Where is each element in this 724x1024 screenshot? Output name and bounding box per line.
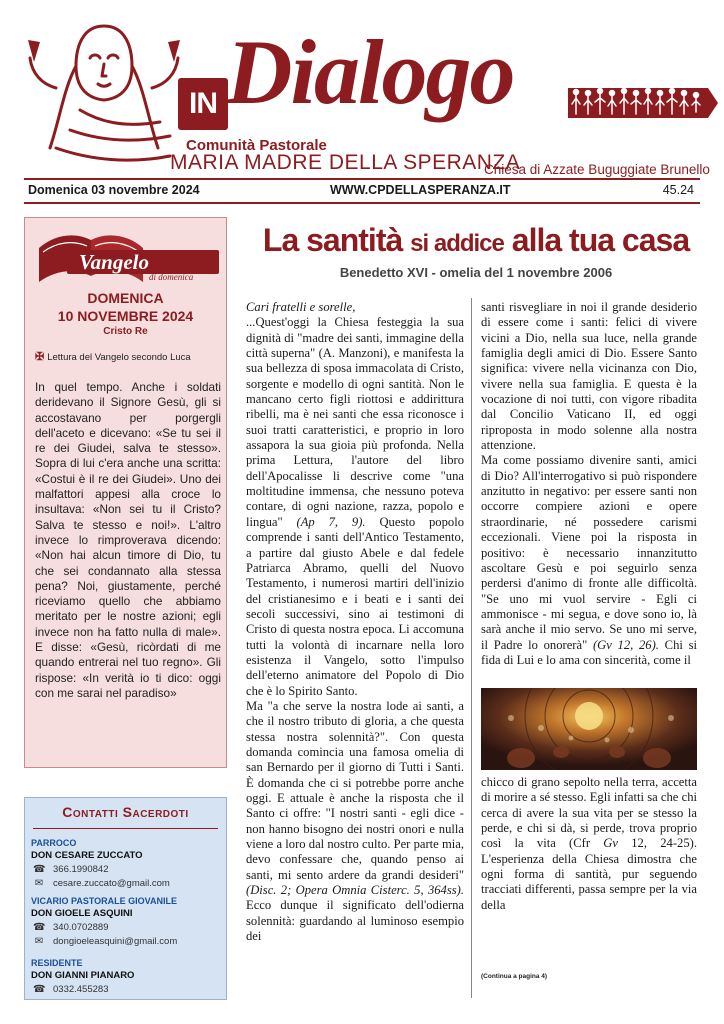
article-column-2-top (481, 300, 697, 668)
banner-subtitle: di domenica (149, 272, 194, 282)
newsletter-brand-title: Dialogo (226, 21, 514, 123)
gospel-reading-label: ✠ Lettura del Vangelo secondo Luca (35, 351, 191, 363)
contacts-title: Contatti Sacerdoti (62, 804, 189, 820)
phone-icon: ☎ (33, 864, 46, 875)
info-bar (24, 178, 700, 204)
contact-role: VICARIO PASTORALE GIOVANILE (31, 896, 178, 906)
vangelo-banner-icon (35, 226, 221, 284)
continue-note: (Continua a pagina 4) (481, 973, 548, 980)
contact-name: DON GIOELE ASQUINI (31, 908, 133, 919)
gospel-date: 10 NOVEMBRE 2024 (57, 308, 194, 324)
website-link[interactable]: WWW.CPDELLASPERANZA.IT (330, 183, 511, 197)
salutation: Cari fratelli e sorelle, (246, 300, 356, 314)
issue-number: 45.24 (662, 183, 694, 197)
contact-role: PARROCO (31, 838, 77, 848)
column-divider (471, 298, 472, 998)
divider (33, 828, 218, 829)
gospel-text: In quel tempo. Anche i soldati deridevano il Signore Gesù, gli si accostavano per porgergli dell'aceto e dicevano: «Se tu sei il re dei Giudei, salva te stesso». Sopra di lui c'era anche una scritta: «Costui è il re dei Giudei». Uno dei malfattori appesi alla croce lo insultava: «Non sei tu il Cristo? Salva te stesso e noi!». L'altro invece lo rimproverava dicendo: «Non hai alcun timore di Dio, tu che sei condannato alla stessa pena? Noi, giustamente, perché riceviamo quello che abbiamo meritato per le nostre azioni; egli invece non ha fatto nulla di male». E disse: «Gesù, ricòrdati di me quando entrerai nel tuo regno». Gli rispose: «In verità io ti dico: oggi con me sarai nel paradiso» (35, 380, 221, 700)
community-name: MARIA MADRE DELLA SPERANZA (170, 151, 521, 174)
title-part: si addice (410, 230, 504, 257)
email-icon: ✉ (34, 878, 44, 889)
article-title (246, 222, 706, 259)
paragraph: santi risvegliare in noi il grande desiderio di essere come i santi: felici di vivere vicini a Dio, nella sua luce, nella grande famiglia degli amici di Dio. Essere Santo significa: vivere nella vicinanza con Dio, vivere nella sua famiglia. E questa è la vocazione di noi tutti, con vigore ribadita dal Concilio Vaticano II, ed oggi riproposta in modo solenne alla nostra attenzione. (481, 300, 697, 453)
contact-phone[interactable]: ☎ 366.1990842 (33, 864, 109, 875)
paragraph: chicco di grano sepolto nella terra, accetta di morire a sé stesso. Egli infatti sa che chi cerca di avere la sua vita per se stesso la perde, e chi si dà, si perde, trova proprio così la vita (Cfr Gv 12, 24-25). L'esperienza della Chiesa dimostra che ogni forma di santità, pur seguendo tracciati differenti, passa sempre per la via della (481, 775, 697, 912)
article-column-1 (246, 300, 464, 944)
contact-phone[interactable]: ☎ 0332.455283 (33, 984, 109, 995)
paragraph: ...Quest'oggi la Chiesa festeggia la sua dignità di "madre dei santi, immagine della città superna" (A. Manzoni), e manifesta la sua bellezza di sposa immacolata di Cristo, sorgente e modello di ogni santità. Non le mancano certo figli riottosi e addirittura ribelli, ma è nei santi che essa riconosce i suoi tratti caratteristici, e proprio in loro assapora la sua gioia più profonda. Nella prima Lettura, l'autore del libro dell'Apocalisse li descrive come "una moltitudine immensa, che nessuno poteva contare, di ogni nazione, razza, popolo e lingua" (Ap 7, 9). Questo popolo comprende i santi dell'Antico Testamento, a partire dal giusto Abele e dal fedele Patriarca Abramo, quelli del Nuovo Testamento, i numerosi martiri dell'inizio del cristianesimo e i beati e i santi dei secoli successivi, sino ai testimoni di Cristo di questa nostra epoca. Li accomuna tutti la volontà di incarnare nella loro esistenza il Vangelo, sotto l'impulso dell'eterno animatore del Popolo di Dio che è lo Spirito Santo. (246, 315, 464, 698)
paragraph: Ma come possiamo divenire santi, amici di Dio? All'interrogativo si può rispondere anzitutto in negativo: per essere santi non occorre compiere azioni e opere straordinarie, né possedere carismi eccezionali. Viene poi la risposta in positivo: è necessario innanzitutto ascoltare Gesù e poi seguirlo senza perdersi d'animo di fronte alle difficoltà. "Se uno mi vuol servire - Egli ci ammonisce - mi segua, e dove sono io, là sarà anche il mio servo. Se uno mi serve, il Padre lo onorerà" (Gv 12, 26). Chi si fida di Lui e lo ama con sincerità, come il (481, 453, 697, 667)
phone-icon: ☎ (33, 922, 46, 933)
contacts-box (24, 797, 227, 1000)
community-label: Comunità Pastorale (186, 137, 327, 154)
email-icon: ✉ (34, 936, 44, 947)
phone-icon: ☎ (33, 984, 46, 995)
basilica-dome-fresco-image (481, 688, 697, 770)
paragraph: Ma "a che serve la nostra lode ai santi, a che il nostro tributo di gloria, a che questa stessa nostra solennità?". Con questa domanda comincia una famosa omelia di san Bernardo per il giorno di Tutti i Santi. È domanda che ci si potrebbe porre anche oggi. E attuale è anche la risposta che il Santo ci offre: "I nostri santi - egli dice - non hanno bisogno dei nostri onori e nulla viene a loro dal nostro culto. Per parte mia, devo confessare che, quando penso ai santi, mi sento ardere da grandi desideri" (Disc. 2; Opera Omnia Cisterc. 5, 364ss). Ecco dunque il significato dell'odierna solennità: guardando al luminoso esempio dei (246, 698, 464, 944)
in-logo-badge: IN (178, 78, 228, 130)
title-part: alla tua casa (511, 222, 690, 258)
title-part: La santità (262, 222, 403, 258)
contact-phone[interactable]: ☎ 340.0702889 (33, 922, 109, 933)
church-locations: Chiesa di Azzate Buguggiate Brunello (484, 162, 710, 177)
gospel-box (24, 217, 227, 768)
contact-email[interactable]: ✉ cesare.zuccato@gmail.com (34, 878, 170, 889)
gospel-date-day: DOMENICA (87, 290, 164, 306)
contact-name: DON GIANNI PIANARO (31, 970, 135, 981)
contact-name: DON CESARE ZUCCATO (31, 850, 143, 861)
gospel-feast: Cristo Re (103, 326, 148, 337)
people-group-icon (568, 74, 718, 132)
article-byline: Benedetto XVI - omelia del 1 novembre 2006 (339, 265, 613, 280)
madonna-logo-icon (20, 18, 188, 168)
contact-email[interactable]: ✉ dongioeleasquini@gmail.com (34, 936, 178, 947)
contact-role: RESIDENTE (31, 958, 83, 968)
cross-icon: ✠ (35, 351, 45, 363)
issue-date: Domenica 03 novembre 2024 (28, 183, 200, 197)
banner-title: Vangelo (79, 250, 150, 274)
article-column-2-bottom (481, 775, 697, 913)
